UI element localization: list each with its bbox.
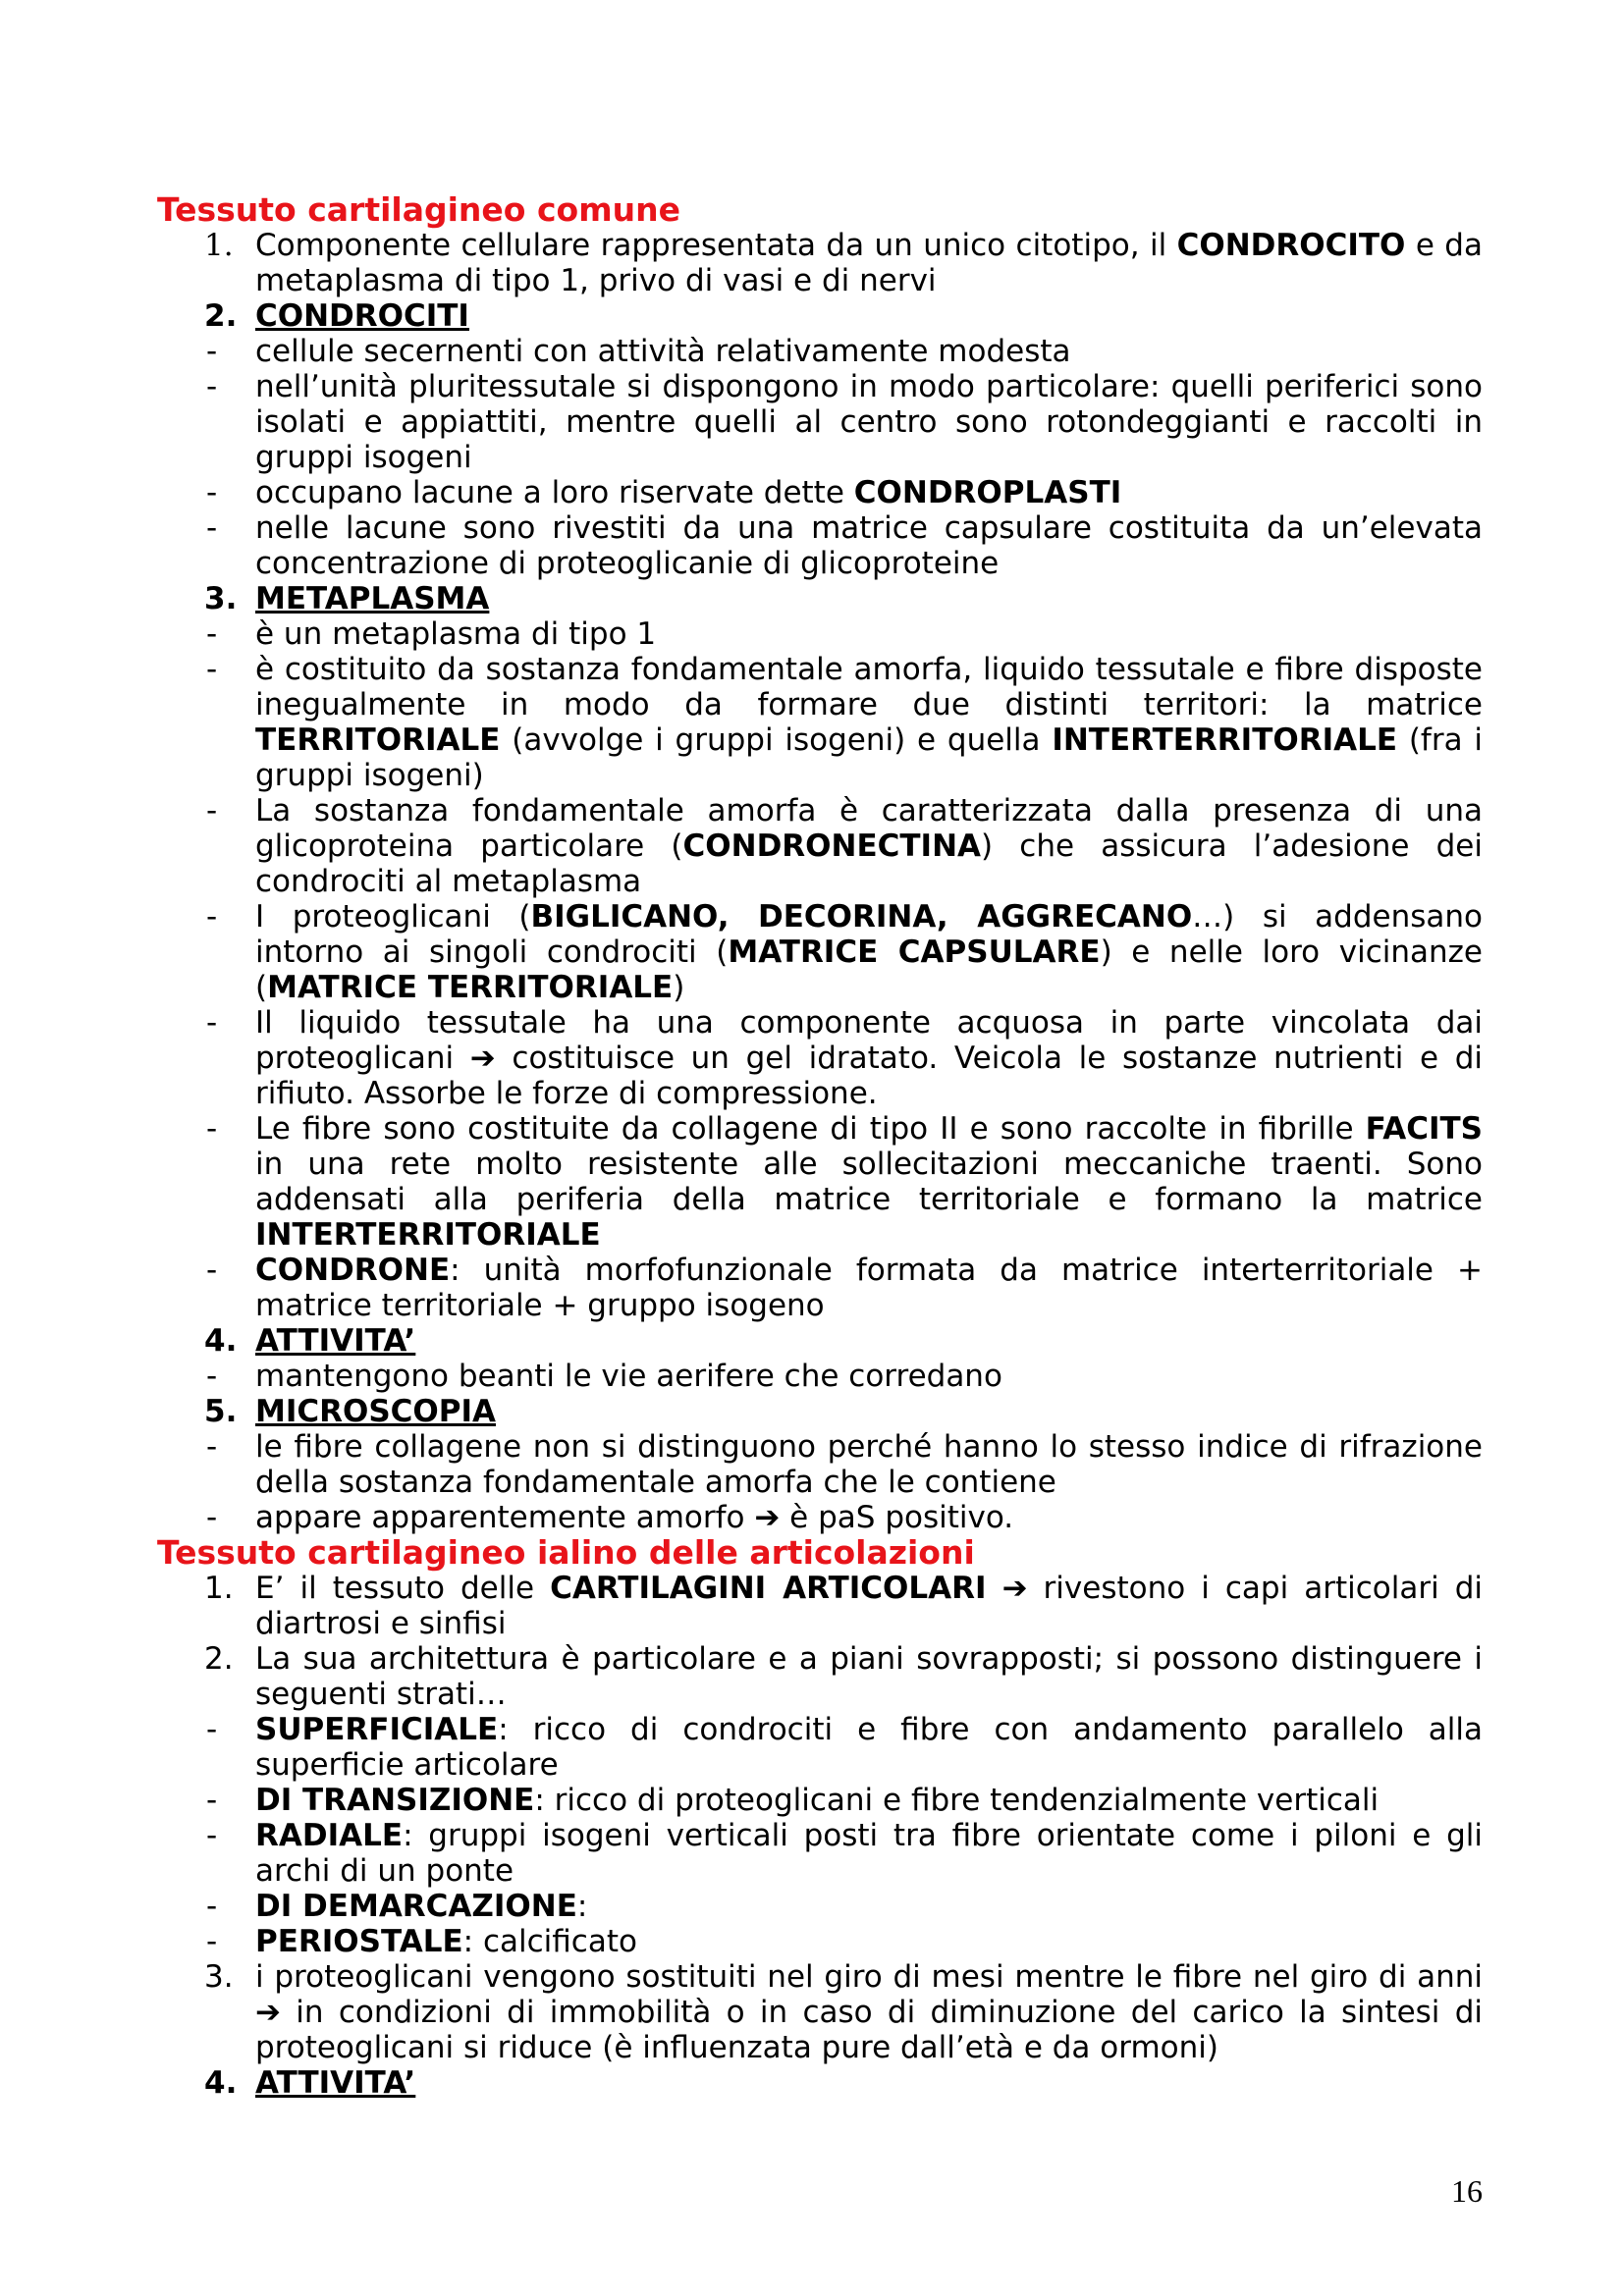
bullet-dash: -	[206, 369, 218, 404]
bullet-dash: -	[206, 1429, 218, 1465]
bold-term: ➔	[754, 1500, 781, 1535]
item-text: : gruppi isogeni verticali posti tra fibre orientate come i piloni e gli archi di un ponte	[255, 1818, 1483, 1889]
section-title: Tessuto cartilagineo ialino delle articolazioni	[157, 1533, 975, 1572]
item-text: …) si addensano intorno ai singoli condrociti (	[255, 899, 1483, 970]
item-text: rivestono i capi articolari di diartrosi e sinfisi	[255, 1571, 1483, 1641]
bold-term: RADIALE	[255, 1818, 404, 1853]
item-text: in una rete molto resistente alle sollecitazioni meccaniche traenti. Sono addensati alla periferia della matrice territoriale e formano la matrice	[255, 1147, 1483, 1217]
item-text: )	[673, 970, 685, 1005]
bullet-dash: -	[206, 616, 218, 652]
numbered-item	[157, 1571, 1483, 1641]
bullet-dash: -	[206, 652, 218, 687]
bold-term: MATRICE CAPSULARE	[728, 934, 1101, 970]
bullet-dash: -	[206, 1889, 218, 1924]
bold-term: CONDROCITI	[255, 298, 469, 334]
item-text: le fibre collagene non si distinguono perché hanno lo stesso indice di rifrazione della sostanza fondamentale amorfa che le contiene	[255, 1429, 1483, 1500]
bold-term: BIGLICANO, DECORINA, AGGRECANO	[530, 899, 1193, 934]
item-number: 2.	[204, 298, 238, 334]
bold-term: PERIOSTALE	[255, 1924, 463, 1959]
numbered-item	[157, 298, 1483, 334]
item-text: ) che assicura l’adesione dei condrociti al metaplasma	[255, 828, 1483, 899]
bold-term: ATTIVITA’	[255, 1323, 416, 1359]
item-text: : ricco di proteoglicani e fibre tendenzialmente verticali	[534, 1783, 1380, 1818]
item-text: appare apparentemente amorfo	[255, 1500, 755, 1535]
bullet-dash: -	[206, 510, 218, 546]
numbered-item	[157, 581, 1483, 616]
item-text: Il liquido tessutale ha una componente acquosa in parte vincolata dai proteoglicani	[255, 1005, 1483, 1076]
bold-term: TERRITORIALE	[255, 722, 501, 758]
bullet-item	[157, 1359, 1483, 1394]
bold-term: SUPERFICIALE	[255, 1712, 499, 1747]
bold-term: ➔	[1001, 1571, 1028, 1606]
item-number: 3.	[204, 1959, 234, 1995]
bold-term: ➔	[469, 1041, 496, 1076]
item-text: I proteoglicani (	[255, 899, 531, 934]
bullet-dash: -	[206, 1712, 218, 1747]
bullet-dash: -	[206, 475, 218, 510]
item-text: :	[576, 1889, 588, 1924]
item-number: 4.	[204, 1323, 238, 1359]
bullet-item	[157, 1500, 1483, 1535]
bullet-item	[157, 1818, 1483, 1889]
bold-term: DI DEMARCAZIONE	[255, 1889, 577, 1924]
bullet-dash: -	[206, 793, 218, 828]
item-text: è costituito da sostanza fondamentale amorfa, liquido tessutale e fibre disposte inegualmente in modo da formare due distinti territori: la matrice	[255, 652, 1483, 722]
bullet-item	[157, 369, 1483, 475]
item-text: (fra i gruppi isogeni)	[255, 722, 1483, 793]
item-number: 5.	[204, 1394, 238, 1429]
bullet-item	[157, 899, 1483, 1005]
bold-term: CONDRONECTINA	[682, 828, 982, 864]
item-text: e da metaplasma di tipo 1, privo di vasi e di nervi	[255, 228, 1483, 298]
bullet-dash: -	[206, 1500, 218, 1535]
item-text: Componente cellulare rappresentata da un unico citotipo, il	[255, 228, 1177, 263]
bold-term: FACITS	[1365, 1111, 1483, 1147]
item-text: La sua architettura è particolare e a piani sovrapposti; si possono distinguere i seguenti strati…	[255, 1641, 1483, 1712]
item-text: nell’unità pluritessutale si dispongono in modo particolare: quelli periferici sono isolati e appiattiti, mentre quelli al centro sono rotondeggianti e raccolti in gruppi isogeni	[255, 369, 1483, 475]
bold-term: CONDROCITO	[1176, 228, 1406, 263]
numbered-item	[157, 1394, 1483, 1429]
bullet-dash: -	[206, 1111, 218, 1147]
item-text	[987, 1571, 1002, 1606]
item-text: : unità morfofunzionale formata da matrice interterritoriale + matrice territoriale + gruppo isogeno	[255, 1253, 1483, 1323]
bold-term: MATRICE TERRITORIALE	[267, 970, 674, 1005]
bold-term: ATTIVITA’	[255, 2065, 416, 2101]
item-text: : calcificato	[462, 1924, 637, 1959]
bullet-item	[157, 1783, 1483, 1818]
bullet-item	[157, 475, 1483, 510]
bullet-item	[157, 616, 1483, 652]
bold-term: ➔	[255, 1995, 281, 2030]
bullet-dash: -	[206, 1359, 218, 1394]
item-text: è un metaplasma di tipo 1	[255, 616, 657, 652]
item-text: : ricco di condrociti e fibre con andamento parallelo alla superficie articolare	[255, 1712, 1483, 1783]
item-number: 1.	[204, 1571, 234, 1606]
bullet-dash: -	[206, 1924, 218, 1959]
item-number: 1.	[204, 228, 234, 263]
item-text: i proteoglicani vengono sostituiti nel giro di mesi mentre le fibre nel giro di anni	[255, 1959, 1483, 1995]
bold-term: INTERTERRITORIALE	[1052, 722, 1398, 758]
item-text: (avvolge i gruppi isogeni) e quella	[500, 722, 1053, 758]
bullet-item	[157, 1253, 1483, 1323]
page-number: 16	[1451, 2173, 1483, 2209]
bold-term: METAPLASMA	[255, 581, 490, 616]
section-title: Tessuto cartilagineo comune	[157, 190, 680, 229]
page-content	[157, 192, 1483, 2101]
item-text: La sostanza fondamentale amorfa è caratterizzata dalla presenza di una glicoproteina particolare (	[255, 793, 1483, 864]
item-number: 4.	[204, 2065, 238, 2101]
bullet-dash: -	[206, 1783, 218, 1818]
bold-term: CARTILAGINI ARTICOLARI	[550, 1571, 987, 1606]
bullet-dash: -	[206, 334, 218, 369]
bullet-item	[157, 1924, 1483, 1959]
item-text: costituisce un gel idratato. Veicola le sostanze nutrienti e di rifiuto. Assorbe le forze di compressione.	[255, 1041, 1483, 1111]
bullet-item	[157, 652, 1483, 793]
item-text: nelle lacune sono rivestiti da una matrice capsulare costituita da un’elevata concentrazione di proteoglicanie di glicoproteine	[255, 510, 1483, 581]
bold-term: DI TRANSIZIONE	[255, 1783, 535, 1818]
bold-term: MICROSCOPIA	[255, 1394, 497, 1429]
numbered-item	[157, 1323, 1483, 1359]
bullet-dash: -	[206, 1005, 218, 1041]
bold-term: CONDRONE	[255, 1253, 451, 1288]
bullet-item	[157, 334, 1483, 369]
item-text: E’ il tessuto delle	[255, 1571, 551, 1606]
item-text: cellule secernenti con attività relativamente modesta	[255, 334, 1071, 369]
item-text: mantengono beanti le vie aerifere che corredano	[255, 1359, 1002, 1394]
item-text: in condizioni di immobilità o in caso di diminuzione del carico la sintesi di proteoglicani si riduce (è influenzata pure dall’età e da ormoni)	[255, 1995, 1483, 2065]
numbered-item	[157, 1959, 1483, 2065]
bullet-dash: -	[206, 899, 218, 934]
bullet-dash: -	[206, 1818, 218, 1853]
item-text: occupano lacune a loro riservate dette	[255, 475, 854, 510]
bullet-dash: -	[206, 1253, 218, 1288]
bullet-item	[157, 793, 1483, 899]
numbered-item	[157, 1641, 1483, 1712]
item-number: 3.	[204, 581, 238, 616]
bullet-item	[157, 1712, 1483, 1783]
item-number: 2.	[204, 1641, 234, 1677]
item-text: è paS positivo.	[780, 1500, 1014, 1535]
item-text: Le fibre sono costituite da collagene di tipo II e sono raccolte in fibrille	[255, 1111, 1366, 1147]
bold-term: INTERTERRITORIALE	[255, 1217, 601, 1253]
bullet-item	[157, 1429, 1483, 1500]
bullet-item	[157, 1005, 1483, 1111]
bullet-item	[157, 510, 1483, 581]
numbered-item	[157, 228, 1483, 298]
bullet-item	[157, 1889, 1483, 1924]
item-text: ) e nelle loro vicinanze (	[255, 934, 1483, 1005]
bold-term: CONDROPLASTI	[853, 475, 1122, 510]
bullet-item	[157, 1111, 1483, 1253]
numbered-item	[157, 2065, 1483, 2101]
